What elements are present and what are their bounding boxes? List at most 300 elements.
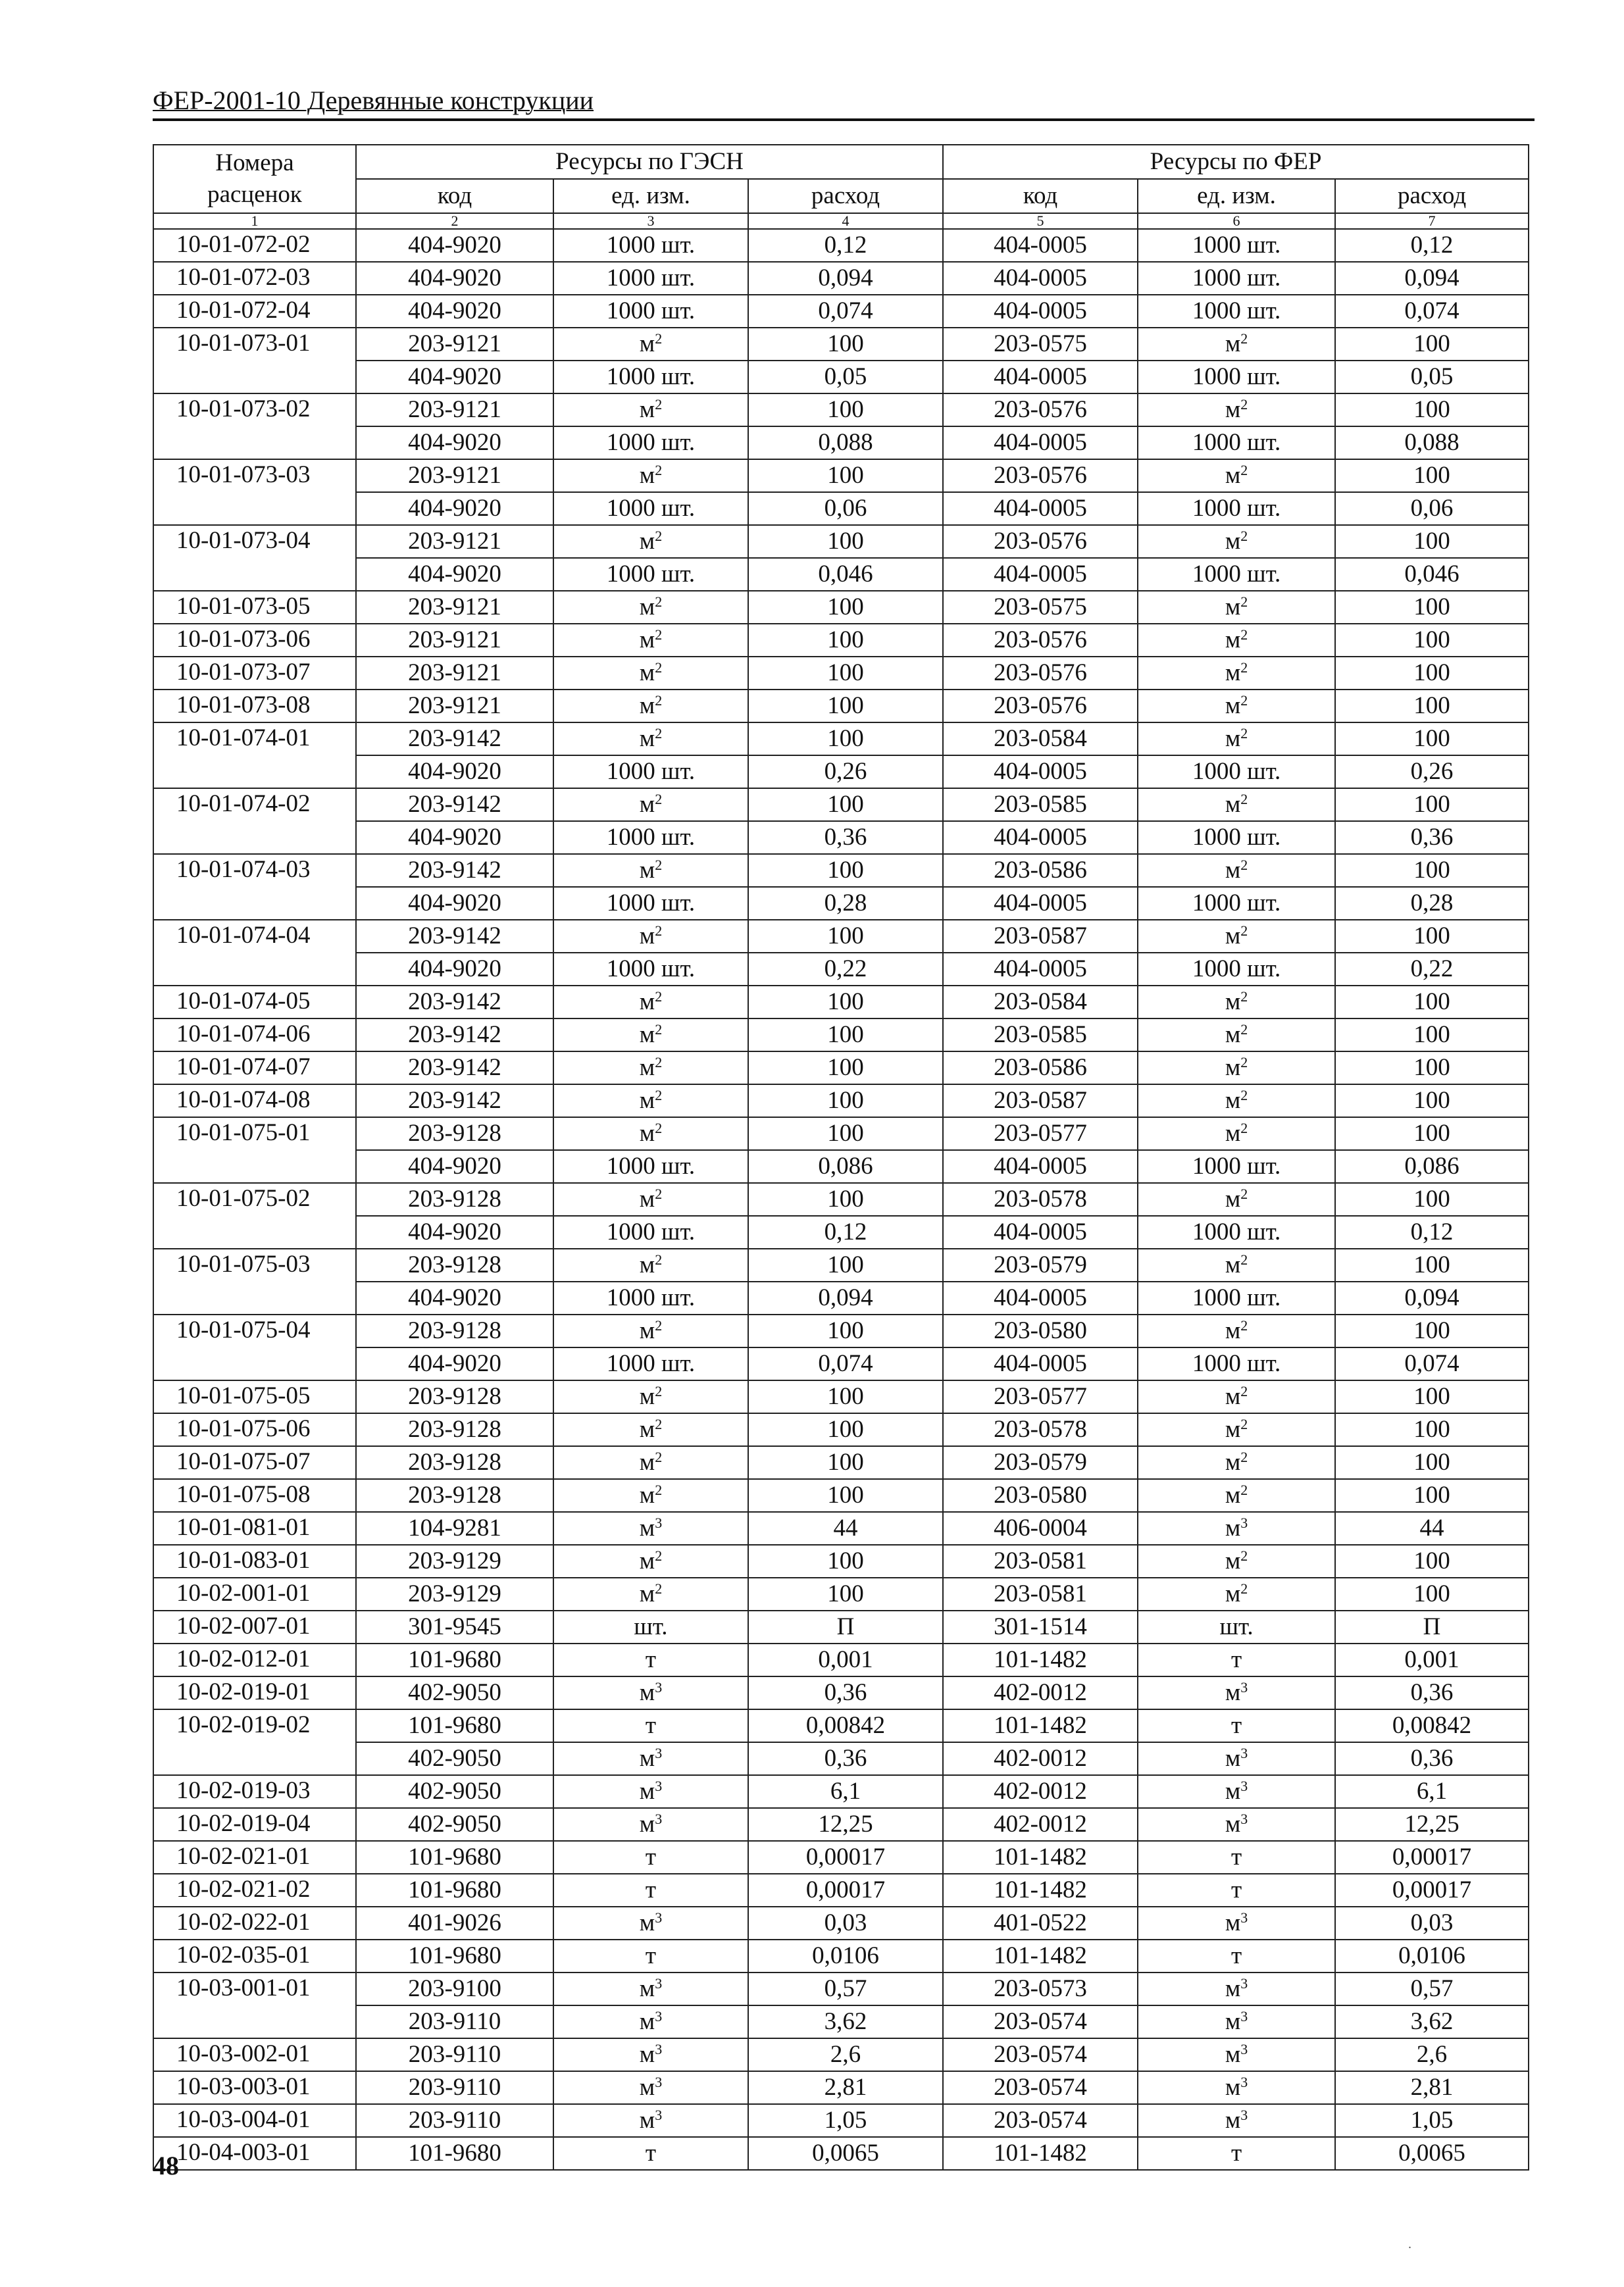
fer-code-cell: 404-0005 — [943, 229, 1138, 262]
gesn-qty-cell: 6,1 — [748, 1775, 943, 1808]
fer-unit-cell: 1000 шт. — [1138, 1150, 1335, 1183]
gesn-code-cell: 404-9020 — [356, 361, 553, 393]
unit-exponent: 3 — [655, 2041, 663, 2057]
gesn-qty-cell: 2,81 — [748, 2071, 943, 2104]
table-row — [153, 690, 1529, 722]
fer-code-cell: 402-0012 — [943, 1742, 1138, 1775]
header-row-groups — [153, 145, 1529, 179]
gesn-qty-cell: 100 — [748, 459, 943, 492]
fer-code-cell: 101-1482 — [943, 2137, 1138, 2170]
gesn-unit-cell: 1000 шт. — [553, 229, 748, 262]
gesn-code-cell: 404-9020 — [356, 953, 553, 986]
rate-number-cell: 10-01-073-03 — [153, 459, 356, 492]
rate-number-header — [153, 145, 356, 213]
fer-code-cell: 203-0587 — [943, 1084, 1138, 1117]
table-row — [153, 1380, 1529, 1413]
unit-exponent: 3 — [655, 1811, 663, 1827]
rate-number-cell: 10-02-035-01 — [153, 1940, 356, 1973]
rate-number-cell: 10-02-019-02 — [153, 1709, 356, 1742]
gesn-unit-cell: $м^2$ — [553, 690, 748, 722]
gesn-code-cell: 203-9110 — [356, 2104, 553, 2137]
fer-code-cell: 404-0005 — [943, 1347, 1138, 1380]
fer-qty-cell: 0,001 — [1335, 1644, 1529, 1676]
rate-number-cell: 10-01-075-08 — [153, 1479, 356, 1512]
unit-exponent: 2 — [655, 528, 663, 544]
fer-unit-cell: $м^3$ — [1138, 1907, 1335, 1940]
resources-table — [153, 144, 1529, 2171]
rate-number-cell — [153, 558, 356, 591]
unit-exponent: 2 — [655, 1580, 663, 1597]
column-number: 3 — [553, 213, 748, 229]
fer-qty-cell: 2,81 — [1335, 2071, 1529, 2104]
gesn-code-cell: 404-9020 — [356, 426, 553, 459]
fer-qty-cell: 2,6 — [1335, 2038, 1529, 2071]
fer-qty-cell: 0,36 — [1335, 1676, 1529, 1709]
fer-code-cell: 404-0005 — [943, 262, 1138, 295]
scan-speck: . — [1408, 2237, 1411, 2251]
fer-code-cell: 203-0584 — [943, 722, 1138, 755]
gesn-qty-cell: 100 — [748, 1446, 943, 1479]
table-row — [153, 262, 1529, 295]
gesn-qty-cell: 3,62 — [748, 2005, 943, 2038]
fer-unit-cell: $м^2$ — [1138, 1084, 1335, 1117]
fer-code-cell: 404-0005 — [943, 1282, 1138, 1315]
fer-unit-cell: $м^2$ — [1138, 459, 1335, 492]
fer-code-cell: 404-0005 — [943, 887, 1138, 920]
table-row — [153, 821, 1529, 854]
gesn-qty-cell: 0,088 — [748, 426, 943, 459]
fer-qty-cell: 1,05 — [1335, 2104, 1529, 2137]
gesn-unit-cell: 1000 шт. — [553, 887, 748, 920]
gesn-qty-cell: 100 — [748, 525, 943, 558]
gesn-unit-cell: $м^2$ — [553, 1578, 748, 1611]
gesn-qty-cell: 100 — [748, 1018, 943, 1051]
table-row — [153, 624, 1529, 657]
gesn-unit-cell: т — [553, 1644, 748, 1676]
fer-unit-cell: $м^3$ — [1138, 2005, 1335, 2038]
table-row — [153, 2005, 1529, 2038]
rate-number-cell: 10-02-019-04 — [153, 1808, 356, 1841]
fer-qty-cell: 100 — [1335, 525, 1529, 558]
fer-qty-cell: 100 — [1335, 624, 1529, 657]
gesn-code-cell: 203-9142 — [356, 920, 553, 953]
rate-number-cell: 10-01-074-03 — [153, 854, 356, 887]
fer-qty-cell: 0,046 — [1335, 558, 1529, 591]
unit-exponent: 3 — [655, 1909, 663, 1926]
unit-exponent: 2 — [1240, 593, 1248, 610]
unit-exponent: 2 — [655, 1087, 663, 1103]
fer-unit-cell: $м^3$ — [1138, 1973, 1335, 2005]
gesn-unit-cell: $м^3$ — [553, 1512, 748, 1545]
unit-exponent: 2 — [1240, 626, 1248, 643]
gesn-unit-cell: $м^2$ — [553, 1084, 748, 1117]
table-row — [153, 1644, 1529, 1676]
gesn-qty-cell: 0,094 — [748, 262, 943, 295]
fer-code-cell: 203-0585 — [943, 788, 1138, 821]
fer-qty-cell: 100 — [1335, 722, 1529, 755]
rate-number-cell: 10-04-003-01 — [153, 2137, 356, 2170]
rate-number-cell: 10-02-007-01 — [153, 1611, 356, 1644]
fer-unit-cell: $м^2$ — [1138, 788, 1335, 821]
fer-qty-cell: 100 — [1335, 459, 1529, 492]
fer-unit-cell: $м^2$ — [1138, 690, 1335, 722]
gesn-unit-cell: $м^3$ — [553, 1676, 748, 1709]
unit-exponent: 3 — [655, 1778, 663, 1794]
unit-exponent: 3 — [655, 2008, 663, 2024]
gesn-unit-cell: $м^3$ — [553, 1775, 748, 1808]
fer-qty-cell: 44 — [1335, 1512, 1529, 1545]
unit-exponent: 3 — [1240, 1909, 1248, 1926]
gesn-qty-cell: 100 — [748, 690, 943, 722]
gesn-code-header: код — [356, 179, 553, 213]
gesn-qty-cell: 0,0106 — [748, 1940, 943, 1973]
gesn-code-cell: 203-9128 — [356, 1446, 553, 1479]
gesn-unit-cell: $м^2$ — [553, 624, 748, 657]
fer-code-cell: 203-0576 — [943, 459, 1138, 492]
gesn-code-cell: 203-9142 — [356, 788, 553, 821]
gesn-qty-cell: 0,05 — [748, 361, 943, 393]
unit-exponent: 3 — [1240, 2074, 1248, 2090]
table-row — [153, 657, 1529, 690]
fer-unit-cell: $м^2$ — [1138, 854, 1335, 887]
fer-unit-cell: 1000 шт. — [1138, 821, 1335, 854]
column-number: 6 — [1138, 213, 1335, 229]
unit-exponent: 3 — [655, 2107, 663, 2123]
fer-qty-cell: 6,1 — [1335, 1775, 1529, 1808]
unit-exponent: 2 — [655, 659, 663, 676]
fer-unit-cell: т — [1138, 1940, 1335, 1973]
table-row — [153, 426, 1529, 459]
table-row — [153, 1347, 1529, 1380]
fer-unit-cell: 1000 шт. — [1138, 262, 1335, 295]
gesn-qty-cell: 0,001 — [748, 1644, 943, 1676]
header-row-subcolumns — [153, 179, 1529, 213]
unit-exponent: 3 — [1240, 1811, 1248, 1827]
gesn-qty-cell: 0,12 — [748, 229, 943, 262]
gesn-qty-cell: 100 — [748, 591, 943, 624]
fer-qty-cell: 0,36 — [1335, 821, 1529, 854]
fer-qty-cell: 0,57 — [1335, 1973, 1529, 2005]
gesn-code-cell: 203-9129 — [356, 1578, 553, 1611]
table-row — [153, 1940, 1529, 1973]
fer-unit-cell: $м^2$ — [1138, 986, 1335, 1018]
gesn-qty-cell: 100 — [748, 1380, 943, 1413]
gesn-qty-cell: 100 — [748, 854, 943, 887]
gesn-qty-cell: 0,094 — [748, 1282, 943, 1315]
gesn-qty-cell: 100 — [748, 1051, 943, 1084]
rate-number-cell: 10-01-075-04 — [153, 1315, 356, 1347]
fer-code-cell: 203-0574 — [943, 2071, 1138, 2104]
table-row — [153, 986, 1529, 1018]
fer-unit-cell: $м^2$ — [1138, 657, 1335, 690]
fer-code-cell: 203-0578 — [943, 1183, 1138, 1216]
column-number: 4 — [748, 213, 943, 229]
gesn-qty-cell: 0,22 — [748, 953, 943, 986]
table-row — [153, 1578, 1529, 1611]
rate-number-cell: 10-01-074-04 — [153, 920, 356, 953]
fer-qty-cell: 0,086 — [1335, 1150, 1529, 1183]
gesn-qty-cell: 100 — [748, 986, 943, 1018]
rate-number-cell: 10-01-075-03 — [153, 1249, 356, 1282]
fer-qty-cell: 0,074 — [1335, 295, 1529, 328]
rate-number-cell: 10-01-074-05 — [153, 986, 356, 1018]
fer-code-cell: 404-0005 — [943, 295, 1138, 328]
fer-qty-cell: 100 — [1335, 1051, 1529, 1084]
gesn-unit-cell: $м^2$ — [553, 788, 748, 821]
unit-exponent: 2 — [655, 1317, 663, 1334]
unit-exponent: 3 — [1240, 2041, 1248, 2057]
rate-number-cell: 10-01-073-01 — [153, 328, 356, 361]
gesn-unit-cell: 1000 шт. — [553, 361, 748, 393]
fer-qty-cell: 100 — [1335, 1315, 1529, 1347]
gesn-code-cell: 203-9142 — [356, 1051, 553, 1084]
table-row — [153, 953, 1529, 986]
unit-exponent: 2 — [1240, 692, 1248, 709]
rate-number-cell: 10-02-022-01 — [153, 1907, 356, 1940]
fer-unit-cell: 1000 шт. — [1138, 1347, 1335, 1380]
unit-exponent: 2 — [1240, 725, 1248, 741]
unit-exponent: 3 — [655, 1679, 663, 1696]
gesn-code-cell: 404-9020 — [356, 229, 553, 262]
rate-number-cell — [153, 1216, 356, 1249]
fer-code-cell: 203-0574 — [943, 2104, 1138, 2137]
table-row — [153, 722, 1529, 755]
gesn-code-cell: 203-9110 — [356, 2038, 553, 2071]
gesn-unit-cell: т — [553, 2137, 748, 2170]
table-row — [153, 558, 1529, 591]
gesn-unit-cell: $м^2$ — [553, 393, 748, 426]
gesn-qty-cell: 0,03 — [748, 1907, 943, 1940]
unit-exponent: 2 — [1240, 528, 1248, 544]
gesn-unit-cell: 1000 шт. — [553, 492, 748, 525]
gesn-code-cell: 203-9121 — [356, 624, 553, 657]
fer-code-cell: 203-0586 — [943, 1051, 1138, 1084]
gesn-qty-cell: 0,046 — [748, 558, 943, 591]
gesn-code-cell: 404-9020 — [356, 262, 553, 295]
fer-code-cell: 404-0005 — [943, 492, 1138, 525]
fer-code-cell: 203-0576 — [943, 690, 1138, 722]
gesn-code-cell: 203-9100 — [356, 1973, 553, 2005]
fer-unit-cell: $м^2$ — [1138, 920, 1335, 953]
gesn-unit-cell: $м^2$ — [553, 920, 748, 953]
unit-exponent: 2 — [1240, 659, 1248, 676]
gesn-code-cell: 203-9128 — [356, 1117, 553, 1150]
gesn-qty-header: расход — [748, 179, 943, 213]
fer-code-cell: 203-0587 — [943, 920, 1138, 953]
rate-number-cell — [153, 426, 356, 459]
gesn-unit-cell: т — [553, 1709, 748, 1742]
rate-number-cell: 10-01-074-07 — [153, 1051, 356, 1084]
unit-exponent: 2 — [655, 922, 663, 939]
gesn-qty-cell: 100 — [748, 1249, 943, 1282]
gesn-qty-cell: 44 — [748, 1512, 943, 1545]
table-row — [153, 1808, 1529, 1841]
gesn-unit-cell: 1000 шт. — [553, 558, 748, 591]
rate-number-cell: 10-01-072-04 — [153, 295, 356, 328]
column-number: 5 — [943, 213, 1138, 229]
gesn-unit-cell: $м^3$ — [553, 2005, 748, 2038]
gesn-code-cell: 203-9128 — [356, 1315, 553, 1347]
gesn-code-cell: 301-9545 — [356, 1611, 553, 1644]
gesn-unit-cell: т — [553, 1940, 748, 1973]
fer-unit-cell: $м^2$ — [1138, 1249, 1335, 1282]
gesn-qty-cell: 0,074 — [748, 1347, 943, 1380]
table-row — [153, 1841, 1529, 1874]
fer-unit-cell: $м^2$ — [1138, 1183, 1335, 1216]
unit-exponent: 3 — [1240, 1515, 1248, 1531]
fer-qty-cell: 100 — [1335, 1084, 1529, 1117]
table-row — [153, 1117, 1529, 1150]
fer-code-cell: 203-0586 — [943, 854, 1138, 887]
fer-code-cell: 203-0576 — [943, 657, 1138, 690]
fer-unit-cell: т — [1138, 1644, 1335, 1676]
fer-unit-cell: $м^2$ — [1138, 1018, 1335, 1051]
rate-number-cell: 10-01-073-08 — [153, 690, 356, 722]
fer-unit-cell: $м^2$ — [1138, 393, 1335, 426]
gesn-unit-cell: $м^2$ — [553, 1446, 748, 1479]
fer-qty-cell: 0,22 — [1335, 953, 1529, 986]
fer-qty-cell: 100 — [1335, 1380, 1529, 1413]
gesn-code-cell: 404-9020 — [356, 887, 553, 920]
fer-qty-cell: 0,12 — [1335, 1216, 1529, 1249]
gesn-qty-cell: 0,06 — [748, 492, 943, 525]
gesn-unit-cell: $м^2$ — [553, 1479, 748, 1512]
fer-code-cell: 203-0575 — [943, 328, 1138, 361]
rate-number-cell: 10-03-002-01 — [153, 2038, 356, 2071]
gesn-unit-cell: 1000 шт. — [553, 1150, 748, 1183]
rate-number-cell: 10-01-075-06 — [153, 1413, 356, 1446]
gesn-qty-cell: 100 — [748, 1183, 943, 1216]
gesn-unit-cell: 1000 шт. — [553, 821, 748, 854]
page-header — [153, 86, 1535, 121]
gesn-qty-cell: 1,05 — [748, 2104, 943, 2137]
gesn-code-cell: 404-9020 — [356, 558, 553, 591]
fer-unit-cell: $м^3$ — [1138, 1775, 1335, 1808]
gesn-code-cell: 404-9020 — [356, 1216, 553, 1249]
gesn-qty-cell: 0,086 — [748, 1150, 943, 1183]
table-row — [153, 591, 1529, 624]
fer-unit-cell: $м^3$ — [1138, 2071, 1335, 2104]
gesn-unit-cell: $м^3$ — [553, 2104, 748, 2137]
fer-unit-cell: $м^2$ — [1138, 1545, 1335, 1578]
fer-unit-cell: 1000 шт. — [1138, 887, 1335, 920]
gesn-qty-cell: 0,28 — [748, 887, 943, 920]
fer-qty-cell: 100 — [1335, 1446, 1529, 1479]
gesn-unit-cell: $м^2$ — [553, 459, 748, 492]
rate-number-cell: 10-01-075-02 — [153, 1183, 356, 1216]
page-number: 48 — [153, 2151, 179, 2180]
rate-number-cell: 10-03-001-01 — [153, 1973, 356, 2005]
gesn-code-cell: 402-9050 — [356, 1808, 553, 1841]
gesn-code-cell: 203-9129 — [356, 1545, 553, 1578]
fer-qty-cell: П — [1335, 1611, 1529, 1644]
rate-header-line1: Номера — [215, 149, 294, 176]
gesn-code-cell: 203-9142 — [356, 722, 553, 755]
unit-exponent: 2 — [1240, 1449, 1248, 1465]
table-row — [153, 2038, 1529, 2071]
fer-code-cell: 203-0585 — [943, 1018, 1138, 1051]
fer-unit-cell: $м^2$ — [1138, 1578, 1335, 1611]
fer-qty-cell: 100 — [1335, 1117, 1529, 1150]
gesn-qty-cell: 0,00017 — [748, 1841, 943, 1874]
fer-qty-cell: 0,00842 — [1335, 1709, 1529, 1742]
rate-number-cell: 10-01-073-04 — [153, 525, 356, 558]
fer-qty-cell: 0,03 — [1335, 1907, 1529, 1940]
gesn-code-cell: 203-9142 — [356, 986, 553, 1018]
unit-exponent: 3 — [1240, 1975, 1248, 1992]
fer-qty-cell: 0,094 — [1335, 262, 1529, 295]
fer-unit-cell: 1000 шт. — [1138, 953, 1335, 986]
fer-qty-cell: 100 — [1335, 1249, 1529, 1282]
unit-exponent: 2 — [1240, 1482, 1248, 1498]
fer-code-cell: 203-0579 — [943, 1446, 1138, 1479]
fer-unit-cell: 1000 шт. — [1138, 295, 1335, 328]
fer-code-cell: 404-0005 — [943, 426, 1138, 459]
gesn-unit-cell: $м^3$ — [553, 2071, 748, 2104]
unit-exponent: 2 — [1240, 396, 1248, 413]
gesn-unit-cell: $м^2$ — [553, 1051, 748, 1084]
gesn-qty-cell: 100 — [748, 722, 943, 755]
table-row — [153, 1084, 1529, 1117]
unit-exponent: 2 — [1240, 857, 1248, 873]
gesn-code-cell: 404-9020 — [356, 295, 553, 328]
gesn-unit-cell: $м^2$ — [553, 591, 748, 624]
gesn-unit-cell: 1000 шт. — [553, 755, 748, 788]
gesn-code-cell: 203-9110 — [356, 2005, 553, 2038]
unit-exponent: 2 — [655, 857, 663, 873]
unit-exponent: 2 — [655, 330, 663, 347]
unit-exponent: 2 — [655, 462, 663, 478]
rate-number-cell — [153, 1742, 356, 1775]
fer-qty-cell: 100 — [1335, 393, 1529, 426]
fer-code-cell: 301-1514 — [943, 1611, 1138, 1644]
gesn-qty-cell: 0,36 — [748, 1676, 943, 1709]
fer-code-cell: 402-0012 — [943, 1775, 1138, 1808]
gesn-code-cell: 404-9020 — [356, 1282, 553, 1315]
fer-qty-cell: 0,26 — [1335, 755, 1529, 788]
table-row — [153, 295, 1529, 328]
fer-unit-cell: 1000 шт. — [1138, 492, 1335, 525]
gesn-qty-cell: 100 — [748, 1315, 943, 1347]
fer-unit-cell: $м^3$ — [1138, 1742, 1335, 1775]
fer-code-cell: 203-0576 — [943, 525, 1138, 558]
table-row — [153, 1479, 1529, 1512]
unit-exponent: 2 — [655, 1021, 663, 1038]
gesn-unit-cell: 1000 шт. — [553, 1282, 748, 1315]
gesn-code-cell: 203-9121 — [356, 657, 553, 690]
fer-unit-cell: $м^3$ — [1138, 1808, 1335, 1841]
rate-number-cell: 10-01-073-07 — [153, 657, 356, 690]
fer-unit-cell: 1000 шт. — [1138, 558, 1335, 591]
rate-number-cell: 10-01-075-07 — [153, 1446, 356, 1479]
document-title: ФЕР-2001-10 Деревянные конструкции — [153, 86, 594, 115]
gesn-code-cell: 203-9128 — [356, 1249, 553, 1282]
gesn-code-cell: 402-9050 — [356, 1775, 553, 1808]
fer-qty-cell: 100 — [1335, 986, 1529, 1018]
gesn-unit-cell: $м^2$ — [553, 1413, 748, 1446]
gesn-qty-cell: 0,57 — [748, 1973, 943, 2005]
table-row — [153, 525, 1529, 558]
table-row — [153, 1973, 1529, 2005]
fer-qty-cell: 100 — [1335, 854, 1529, 887]
fer-code-cell: 101-1482 — [943, 1644, 1138, 1676]
fer-code-cell: 404-0005 — [943, 1150, 1138, 1183]
rate-number-cell: 10-01-074-08 — [153, 1084, 356, 1117]
fer-code-cell: 404-0005 — [943, 361, 1138, 393]
gesn-qty-cell: 100 — [748, 1479, 943, 1512]
unit-exponent: 3 — [1240, 1778, 1248, 1794]
gesn-qty-cell: 100 — [748, 624, 943, 657]
